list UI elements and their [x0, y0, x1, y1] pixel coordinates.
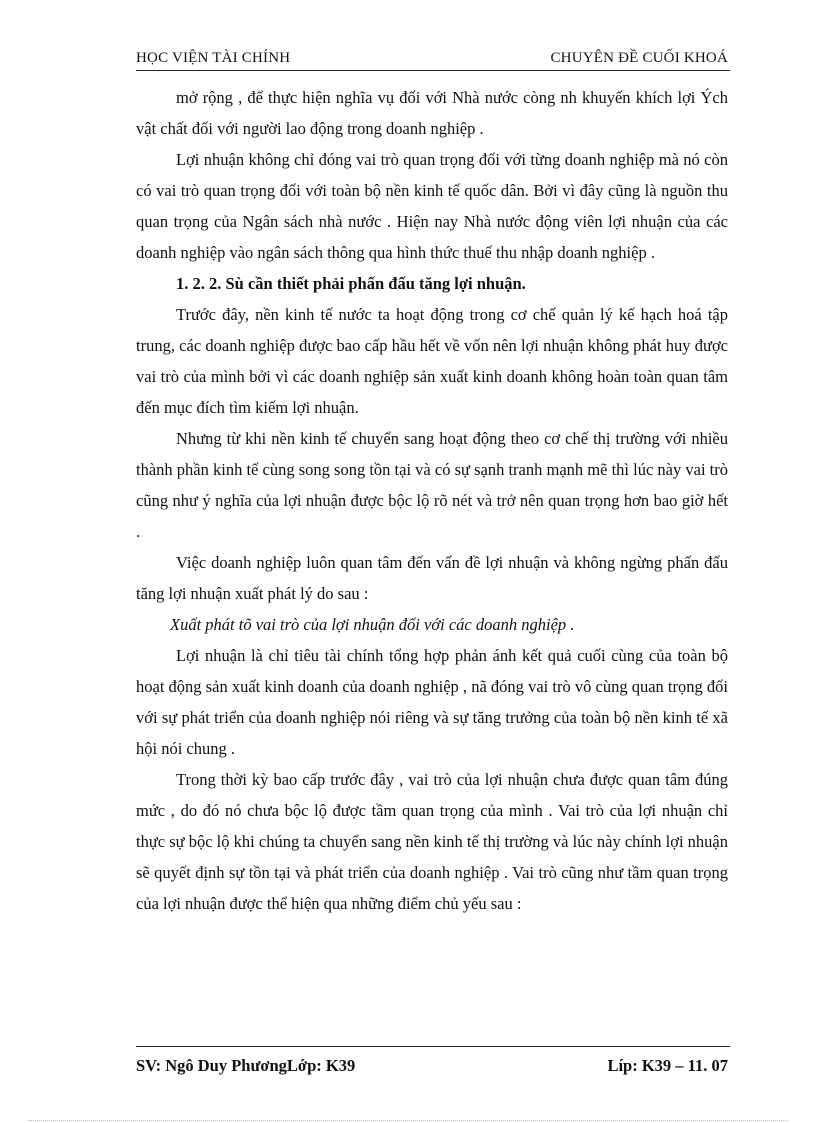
- paragraph: Trong thời kỳ bao cấp trước đây , vai trò của lợi nhuận chưa được quan tâm đúng mức , do đó nó chưa bộc lộ được tầm quan trọng của mình . Vai trò của lợi nhuận chỉ thực sự bộc lộ khi chúng ta chuyển sang nền kinh tế thị trường và lúc này chính lợi nhuận sẽ quyết định sự tồn tại và phát triển của doanh nghiệp . Vai trò cũng như tầm quan trọng của lợi nhuận được thể hiện qua những điểm chủ yếu sau :: [136, 770, 728, 913]
- italic-subheading: Xuất phát tõ vai trò của lợi nhuận đối với các doanh nghiệp .: [170, 615, 575, 634]
- document-body: [136, 82, 728, 919]
- paragraph: Việc doanh nghiệp luôn quan tâm đến vấn đề lợi nhuận và không ngừng phấn đấu tăng lợi nhuận xuất phát lý do sau :: [136, 553, 728, 603]
- paragraph: Nhưng từ khi nền kinh tế chuyển sang hoạt động theo cơ chế thị trường với nhiều thành phần kinh tế cùng song song tồn tại và có sự sạnh tranh mạnh mẽ thì lúc này vai trò cũng như ý nghĩa của lợi nhuận được bộc lộ rõ nét và trở nên quan trọng hơn bao giờ hết .: [136, 429, 728, 541]
- paragraph: mở rộng , để thực hiện nghĩa vụ đối với Nhà nước còng nh khuyến khích lợi Ých vật chất đối với người lao động trong doanh nghiệp .: [136, 88, 728, 138]
- footer-student: SV: Ngô Duy PhươngLớp: K39: [136, 1056, 356, 1075]
- paragraph: Lợi nhuận không chỉ đóng vai trò quan trọng đối với từng doanh nghiệp mà nó còn có vai trò quan trọng đối với toàn bộ nền kinh tế quốc dân. Bởi vì đây cũng là nguồn thu quan trọng của Ngân sách nhà nước . Hiện nay Nhà nước động viên lợi nhuận của các doanh nghiệp vào ngân sách thông qua hình thức thuế thu nhập doanh nghiệp .: [136, 150, 728, 262]
- page-bottom-divider: [28, 1120, 788, 1121]
- header-report-type: CHUYÊN ĐỀ CUỐI KHOÁ: [550, 50, 728, 66]
- paragraph: Lợi nhuận là chỉ tiêu tài chính tổng hợp phản ánh kết quả cuối cùng của toàn bộ hoạt động sản xuất kinh doanh của doanh nghiệp , nã đóng vai trò vô cùng quan trọng đối với sự phát triển của doanh nghiệp nói riêng và sự tăng trưởng của toàn bộ nền kinh tế xã hội nói chung .: [136, 646, 728, 758]
- page-footer: [136, 1046, 730, 1075]
- header-institution: HỌC VIỆN TÀI CHÍNH: [136, 50, 291, 66]
- page-header: [136, 46, 730, 71]
- footer-class: Líp: K39 – 11. 07: [607, 1056, 728, 1075]
- section-heading: 1. 2. 2. Sù cần thiết phải phấn đấu tăng lợi nhuận.: [176, 274, 526, 293]
- paragraph: Trước đây, nền kinh tế nước ta hoạt động trong cơ chế quản lý kế hạch hoá tập trung, các doanh nghiệp được bao cấp hầu hết về vốn nên lợi nhuận không phát huy được vai trò của mình bởi vì các doanh nghiệp sản xuất kinh doanh không hoàn toàn quan tâm đến mục đích tìm kiếm lợi nhuận.: [136, 305, 728, 417]
